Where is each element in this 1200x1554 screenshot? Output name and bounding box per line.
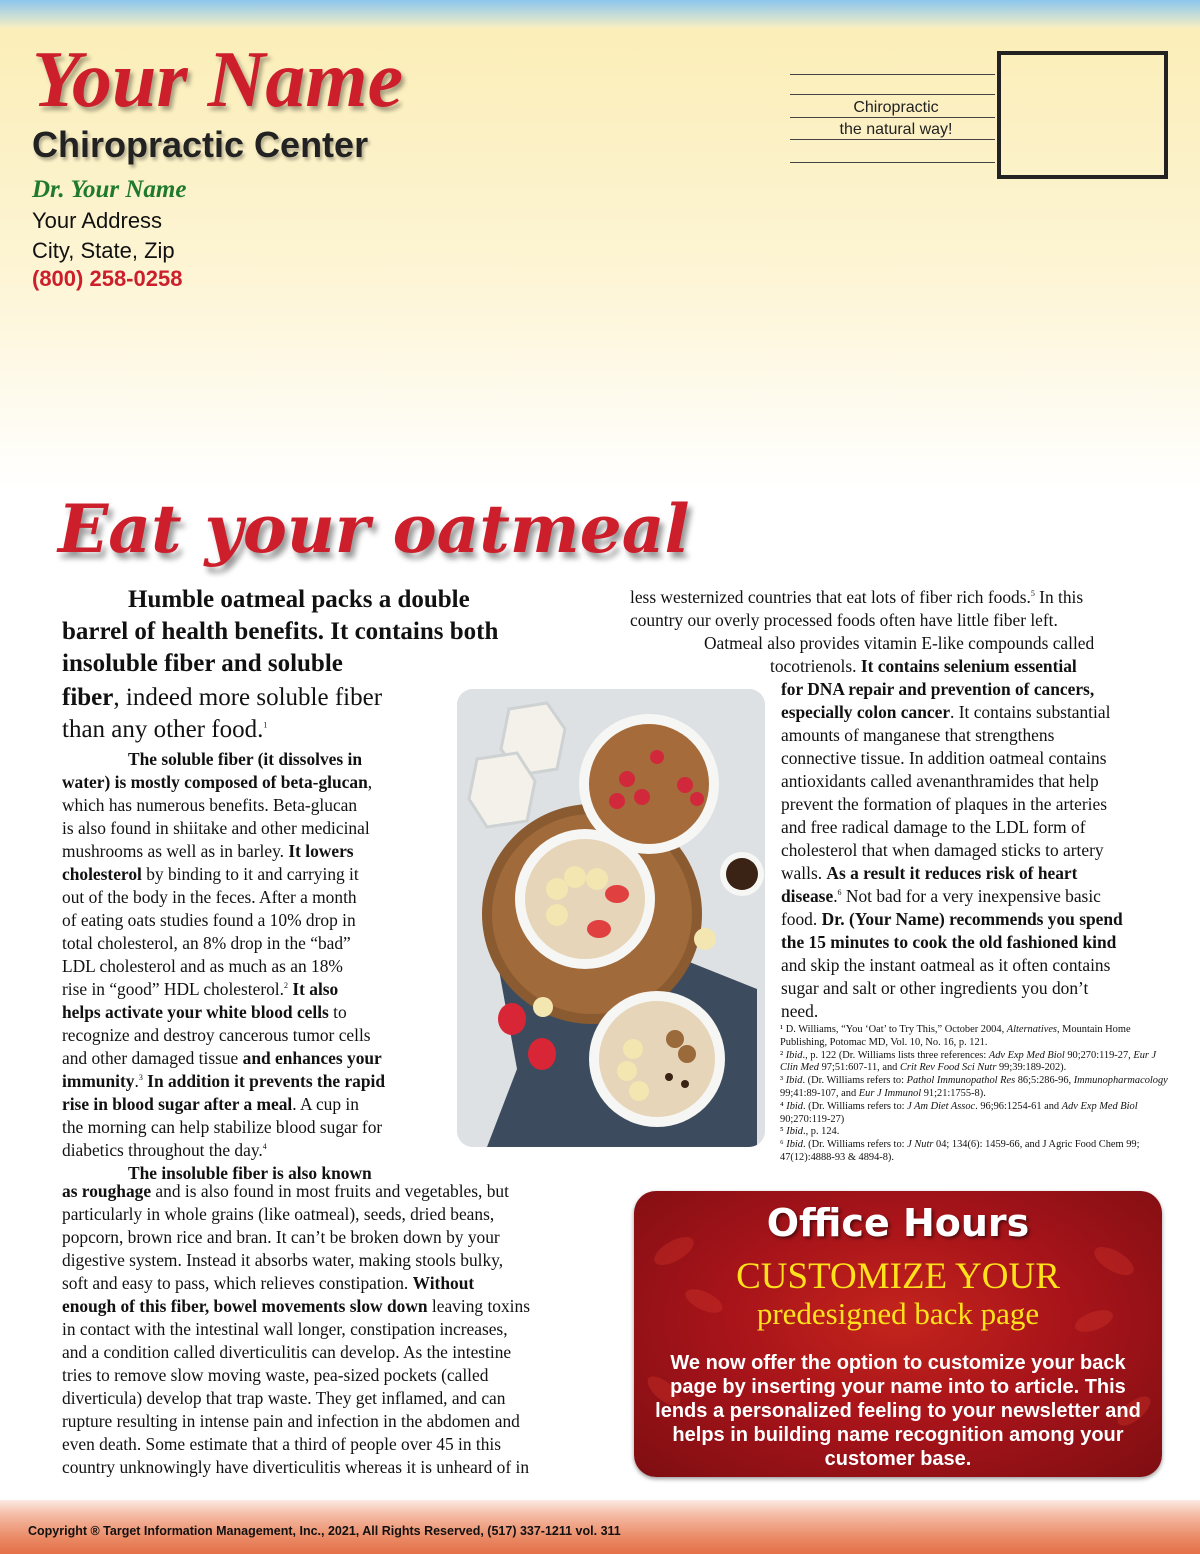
tagline-line-2: the natural way! <box>839 121 953 138</box>
phone-number: (800) 258-0258 <box>32 266 183 291</box>
predesigned-subheading: predesigned back page <box>756 1296 1040 1331</box>
lead-paragraph-end: fiber, indeed more soluble fiber than any other food.$^1$ <box>62 684 383 743</box>
stamp-box <box>997 51 1168 179</box>
right-column-top-text: less westernized countries that eat lots of fiber rich foods.$^5$ In this country our overly processed foods often have little fiber left. Oatmeal also provides vitamin E-like compounds called tocotrienols. It contains selenium essential <box>630 587 1095 676</box>
practice-subtitle: Chiropractic Center <box>32 124 369 165</box>
city-state-zip: City, State, Zip <box>32 238 175 263</box>
footnote-4: ⁴ Ibid. (Dr. Williams refers to: J Am Diet Assoc. 96;96:1254-61 and Adv Exp Med Biol 90;270:119-27) <box>780 1100 1138 1125</box>
office-hours-title: Office Hours <box>766 1201 1030 1245</box>
article-headline: Eat your oatmeal <box>58 490 690 568</box>
postal-line <box>790 74 995 75</box>
footnote-2: ² Ibid., p. 122 (Dr. Williams lists three references: Adv Exp Med Biol 90;270:119-27, Eur J Clin Med 97;51:607-11, and Crit Rev Food Sci Nutr 99;39:189-202). <box>780 1049 1157 1074</box>
office-hours-body: We now offer the option to customize your back page by inserting your name into to article. This lends a personalized feeling to your newsletter and helps in building name recognition among your customer base. <box>655 1352 1141 1470</box>
lead-paragraph: Humble oatmeal packs a double barrel of health benefits. It contains both insoluble fiber and soluble <box>62 586 499 677</box>
postal-line <box>790 94 995 95</box>
left-column-text: The soluble fiber (it dissolves in water) is mostly composed of beta-glucan, which has numerous benefits. Beta-glucan is also found in shiitake and other medicinal mushrooms as well as in barley. It lowers cholesterol by binding to it and carrying it out of the body in the feces. After a month of eating oats studies found a 10% drop in total cholesterol, an 8% drop in the “bad” LDL cholesterol and as much as an 18% rise in “good” HDL cholesterol.$^2$ It also helps activate your white blood cells to recognize and destroy cancerous tumor cells and other damaged tissue and enhances your immunity.$^3$ In addition it prevents the rapid rise in blood sugar after a meal. A cup in the morning can help stabilize blood sugar for diabetics throughout the day.$^4$ The insoluble fiber is also known <box>62 749 386 1183</box>
wide-column-text: as roughage and is also found in most fruits and vegetables, but particularly in whole grains (like oatmeal), seeds, dried beans, popcorn, brown rice and bran. It can’t be broken down by your digestive system. Instead it absorbs water, making stools bulky, soft and easy to pass, which relieves constipation. Without enough of this fiber, bowel movements slow down leaving toxins in contact with the intestinal wall longer, constipation increases, and a condition called diverticulitis can develop. As the intestine tries to remove slow moving waste, pea-sized pockets (called diverticula) develop that trap waste. They get inflamed, and can rupture resulting in intense pain and infection in the abdomen and even death. Some estimate that a third of people over 45 in this country unknowingly have diverticulitis whereas it is unheard of in <box>62 1181 530 1477</box>
footnote-3: ³ Ibid. (Dr. Williams refers to: Pathol Immunopathol Res 86;5:286-96, Immunopharmacology 99;41:89-107, and Eur J Immunol 91;21:1755-8). <box>780 1075 1168 1099</box>
footnotes <box>780 1024 1180 1165</box>
tagline-line-1: Chiropractic <box>853 99 939 116</box>
customize-heading: CUSTOMIZE YOUR <box>736 1256 1060 1297</box>
right-column-text: for DNA repair and prevention of cancers, especially colon cancer. It contains substantial amounts of manganese that strengthens connective tissue. In addition oatmeal contains antioxidants called avenanthramides that help prevent the formation of plaques in the arteries and free radical damage to the LDL form of cholesterol that when damaged sticks to artery walls. As a result it reduces risk of heart disease.$^6$ Not bad for a very inexpensive basic food. Dr. (Your Name) recommends you spend the 15 minutes to cook the old fashioned kind and skip the instant oatmeal as it often contains sugar and salt or other ingredients you don’t need. <box>781 679 1123 1021</box>
copyright-text: Copyright ® Target Information Management, Inc., 2021, All Rights Reserved, (517) 337-1211 vol. 311 <box>28 1524 621 1538</box>
oatmeal-bowls-photo <box>457 689 765 1147</box>
footnote-5: ⁵ Ibid., p. 124. <box>780 1126 840 1138</box>
postal-line <box>790 162 995 163</box>
footnote-1: ¹ D. Williams, “You ‘Oat’ to Try This,” October 2004, Alternatives, Mountain Home Publishing, Potomac MD, Vol. 10, No. 16, p. 121. <box>780 1024 1131 1048</box>
address-line: Your Address <box>32 208 163 233</box>
doctor-name: Dr. Your Name <box>32 176 187 203</box>
top-gradient-bar <box>0 0 1200 28</box>
footnote-6: ⁶ Ibid. (Dr. Williams refers to: J Nutr 04; 134(6): 1459-66, and J Agric Food Chem 99; 47(12):4888-93 & 4894-8). <box>780 1139 1140 1163</box>
office-hours-box <box>634 1191 1162 1477</box>
practice-name: Your Name <box>32 36 404 124</box>
